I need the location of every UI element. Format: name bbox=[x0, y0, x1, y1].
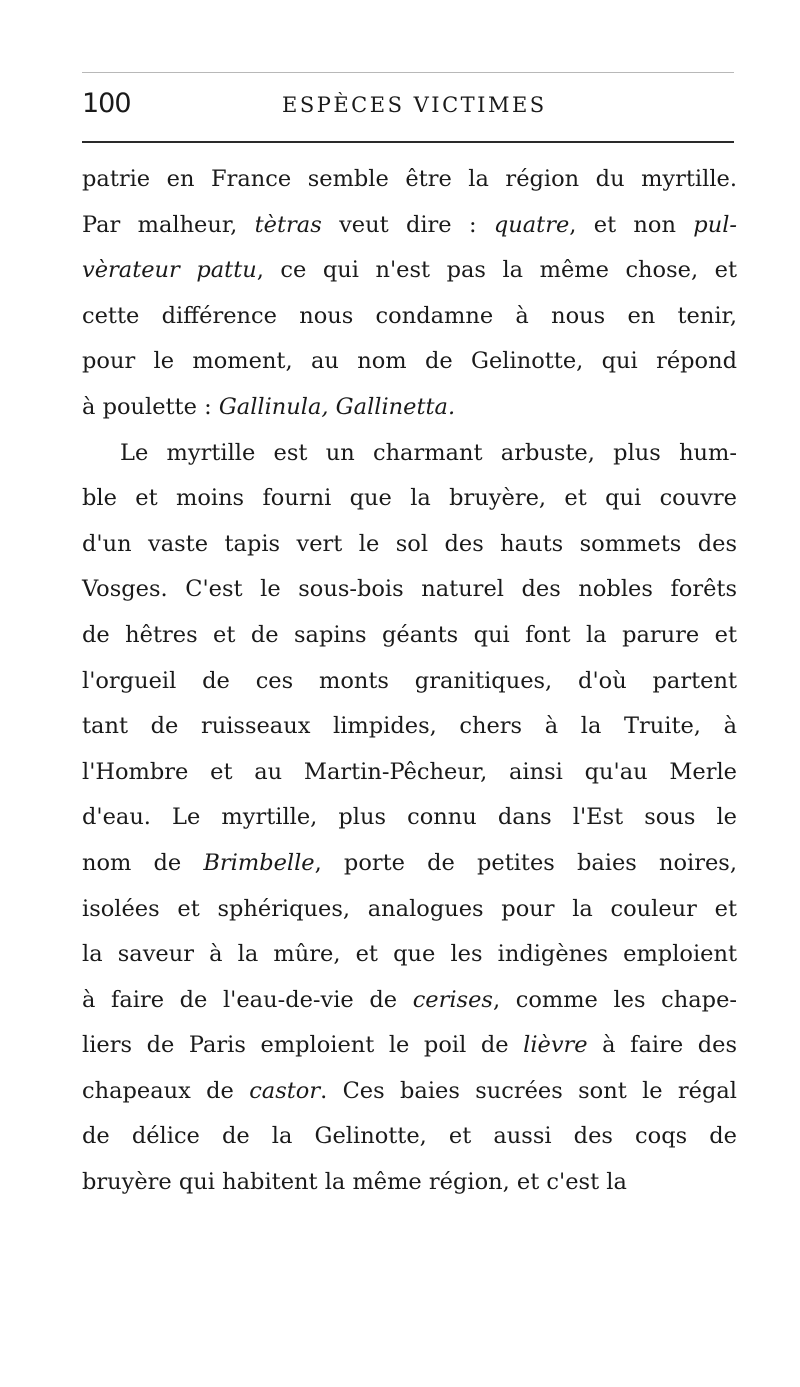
text-line bbox=[82, 1114, 737, 1160]
text-line bbox=[82, 795, 737, 841]
text-run: l'orgueil de ces monts granitiques, d'où partent bbox=[82, 667, 737, 694]
text-line bbox=[82, 704, 737, 750]
body-text bbox=[82, 157, 737, 1206]
italic-run: lièvre bbox=[523, 1032, 588, 1059]
italic-run: castor bbox=[249, 1077, 321, 1104]
page-header bbox=[82, 88, 734, 128]
page-number: 100 bbox=[82, 88, 131, 119]
text-line bbox=[82, 750, 737, 796]
text-run: isolées et sphériques, analogues pour la couleur et bbox=[82, 895, 737, 922]
text-run: cette différence nous condamne à nous en tenir, bbox=[82, 302, 737, 329]
text-line bbox=[82, 248, 737, 294]
text-line bbox=[82, 339, 737, 385]
text-line bbox=[82, 932, 737, 978]
text-line bbox=[82, 294, 737, 340]
text-run: pour le moment, au nom de Gelinotte, qui répond bbox=[82, 348, 737, 375]
text-run: à faire de l'eau-de-vie de bbox=[82, 986, 413, 1013]
text-line bbox=[82, 1160, 737, 1206]
text-run: veut dire : bbox=[321, 211, 494, 238]
text-line bbox=[82, 431, 737, 477]
text-run: bruyère qui habitent la même région, et c'est la bbox=[82, 1169, 627, 1196]
italic-run: vèrateur pattu bbox=[82, 257, 257, 284]
text-run: Vosges. C'est le sous-bois naturel des nobles forêts bbox=[82, 576, 737, 603]
text-line bbox=[82, 476, 737, 522]
text-run: , porte de petites baies noires, bbox=[314, 849, 737, 876]
text-line bbox=[82, 978, 737, 1024]
text-run: à faire des bbox=[587, 1032, 737, 1059]
text-run: nom de bbox=[82, 849, 204, 876]
text-line bbox=[82, 567, 737, 613]
text-run: de hêtres et de sapins géants qui font la parure et bbox=[82, 621, 737, 648]
italic-run: Brimbelle bbox=[203, 849, 315, 876]
italic-run: quatre bbox=[493, 211, 570, 238]
top-rule bbox=[82, 72, 734, 73]
text-run: à poulette : bbox=[82, 393, 219, 420]
text-line bbox=[82, 1023, 737, 1069]
running-title: ESPÈCES VICTIMES bbox=[282, 93, 547, 117]
text-line bbox=[82, 887, 737, 933]
text-run: de délice de la Gelinotte, et aussi des coqs de bbox=[82, 1123, 737, 1150]
text-run: patrie en France semble être la région du myrtille. bbox=[82, 166, 737, 192]
text-line bbox=[82, 1069, 737, 1115]
italic-run: cerises bbox=[412, 986, 493, 1013]
italic-run: pul- bbox=[693, 211, 737, 238]
text-run: chapeaux de bbox=[82, 1077, 250, 1104]
text-run: Le myrtille est un charmant arbuste, plus hum- bbox=[120, 439, 737, 466]
text-run: Par malheur, bbox=[82, 211, 255, 238]
text-line bbox=[82, 203, 737, 249]
text-run: tant de ruisseaux limpides, chers à la Truite, à bbox=[82, 713, 737, 740]
text-line bbox=[82, 522, 737, 568]
text-line bbox=[82, 841, 737, 887]
text-line bbox=[82, 385, 512, 431]
text-run: . Ces baies sucrées sont le régal bbox=[320, 1077, 737, 1104]
text-run: la saveur à la mûre, et que les indigènes emploient bbox=[82, 941, 737, 968]
text-run: ble et moins fourni que la bruyère, et qui couvre bbox=[82, 485, 737, 512]
italic-run: Gallinula, Gallinetta. bbox=[218, 393, 456, 420]
text-line bbox=[82, 157, 737, 203]
text-line bbox=[82, 613, 737, 659]
text-run: , comme les chape- bbox=[492, 986, 737, 1013]
text-run: , et non bbox=[569, 211, 694, 238]
text-line bbox=[82, 659, 737, 705]
text-run: d'eau. Le myrtille, plus connu dans l'Est sous le bbox=[82, 804, 737, 831]
text-run: d'un vaste tapis vert le sol des hauts sommets des bbox=[82, 530, 737, 557]
text-run: l'Hombre et au Martin-Pêcheur, ainsi qu'au Merle bbox=[82, 758, 737, 785]
header-rule bbox=[82, 141, 734, 143]
text-run: , ce qui n'est pas la même chose, et bbox=[256, 257, 737, 284]
text-run: liers de Paris emploient le poil de bbox=[82, 1032, 524, 1059]
italic-run: tètras bbox=[254, 211, 322, 238]
